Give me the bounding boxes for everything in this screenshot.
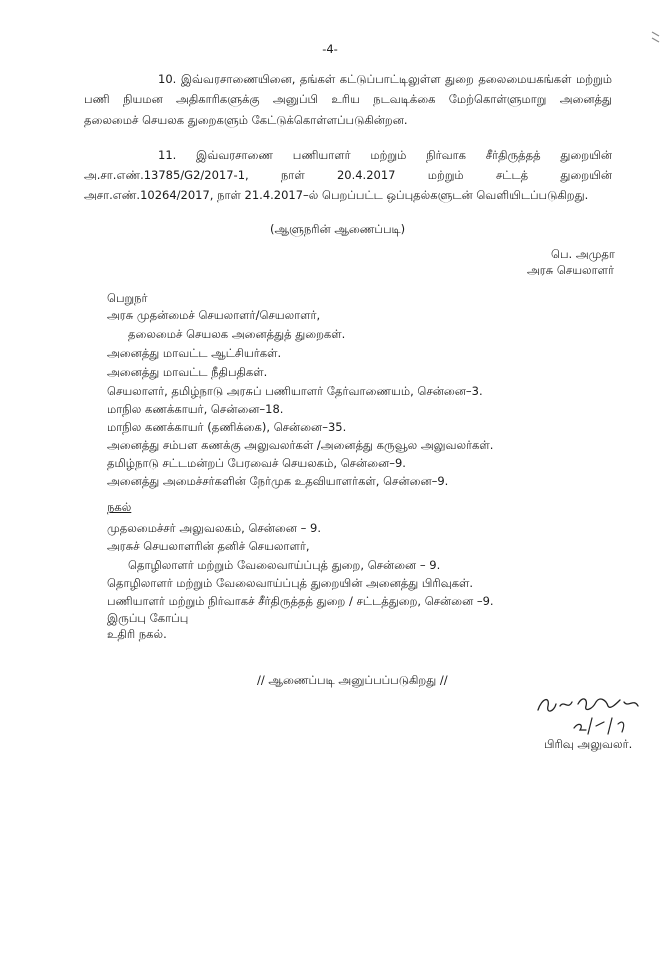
para10-line2: பணி நியமன அதிகாரிகளுக்கு அனுப்பி உரிய நடவடிக்கை மேற்கொள்ளுமாறு அனைத்து (84, 92, 612, 106)
para11-line3: அசா.எண்.10264/2017, நாள் 21.4.2017–ல் பெறப்பட்ட ஒப்புதல்களுடன் வெளியிடப்படுகிறது. (84, 188, 589, 202)
copy-item: பணியாளர் மற்றும் நிர்வாகச் சீர்திருத்தத் துறை / சட்டத்துறை, சென்னை –9. (107, 594, 494, 608)
section-officer: பிரிவு அலுவலர். (544, 737, 633, 751)
recipient-item: அனைத்து மாவட்ட ஆட்சியர்கள். (107, 346, 282, 360)
recipient-item: செயலாளர், தமிழ்நாடு அரசுப் பணியாளர் தேர்வாணையம், சென்னை–3. (107, 384, 483, 398)
recipients-heading: பெறுநர் (107, 291, 148, 305)
signatory-name: பெ. அமுதா (551, 247, 615, 261)
recipient-item: தலைமைச் செயலக அனைத்துத் துறைகள். (128, 327, 346, 341)
copy-item: இருப்பு கோப்பு (107, 611, 189, 625)
page-number: -4- (322, 42, 338, 56)
copy-heading: நகல் (107, 500, 132, 514)
copy-item: அரசுச் செயலாளரின் தனிச் செயலாளர், (107, 539, 310, 553)
signatory-designation: அரசு செயலாளர் (527, 263, 614, 277)
recipient-item: அனைத்து அமைச்சர்களின் நேர்முக உதவியாளர்கள், சென்னை–9. (107, 474, 449, 488)
para10-line3: தலைமைச் செயலக துறைகளும் கேட்டுக்கொள்ளப்படுகின்றன. (84, 113, 408, 127)
recipient-item: அனைத்து சம்பள கணக்கு அலுவலர்கள் /அனைத்து கருவூல அலுவலர்கள். (107, 438, 494, 452)
para10-line1: 10. இவ்வரசாணையினை, தங்கள் கட்டுப்பாட்டிலுள்ள துறை தலைமையகங்கள் மற்றும் (158, 72, 612, 86)
recipient-item: தமிழ்நாடு சட்டமன்றப் பேரவைச் செயலகம், சென்னை–9. (107, 456, 406, 470)
forwarded-note: // ஆணைப்படி அனுப்பப்படுகிறது // (257, 673, 448, 687)
recipient-item: மாநில கணக்காயர் (தணிக்கை), சென்னை–35. (107, 420, 347, 434)
handwritten-signature (534, 688, 654, 738)
recipient-item: மாநில கணக்காயர், சென்னை–18. (107, 402, 284, 416)
copy-item: உதிரி நகல். (107, 627, 167, 641)
copy-item: தொழிலாளர் மற்றும் வேலைவாய்ப்புத் துறையின் அனைத்து பிரிவுகள். (107, 576, 474, 590)
para11-line2: அ.சா.எண்.13785/G2/2017-1, நாள் 20.4.2017 மற்றும் சட்டத் துறையின் (84, 168, 612, 182)
binding-mark (650, 30, 660, 44)
copy-item: முதலமைச்சர் அலுவலகம், சென்னை – 9. (107, 521, 321, 535)
recipient-item: அரசு முதன்மைச் செயலாளர்/செயலாளர், (107, 308, 321, 322)
copy-item: தொழிலாளர் மற்றும் வேலைவாய்ப்புத் துறை, சென்னை – 9. (128, 558, 441, 572)
para11-line1: 11. இவ்வரசாணை பணியாளர் மற்றும் நிர்வாக சீர்திருத்தத் துறையின் (158, 148, 612, 162)
recipient-item: அனைத்து மாவட்ட நீதிபதிகள். (107, 365, 268, 379)
governor-order: (ஆளுநரின் ஆணைப்படி) (270, 222, 406, 236)
